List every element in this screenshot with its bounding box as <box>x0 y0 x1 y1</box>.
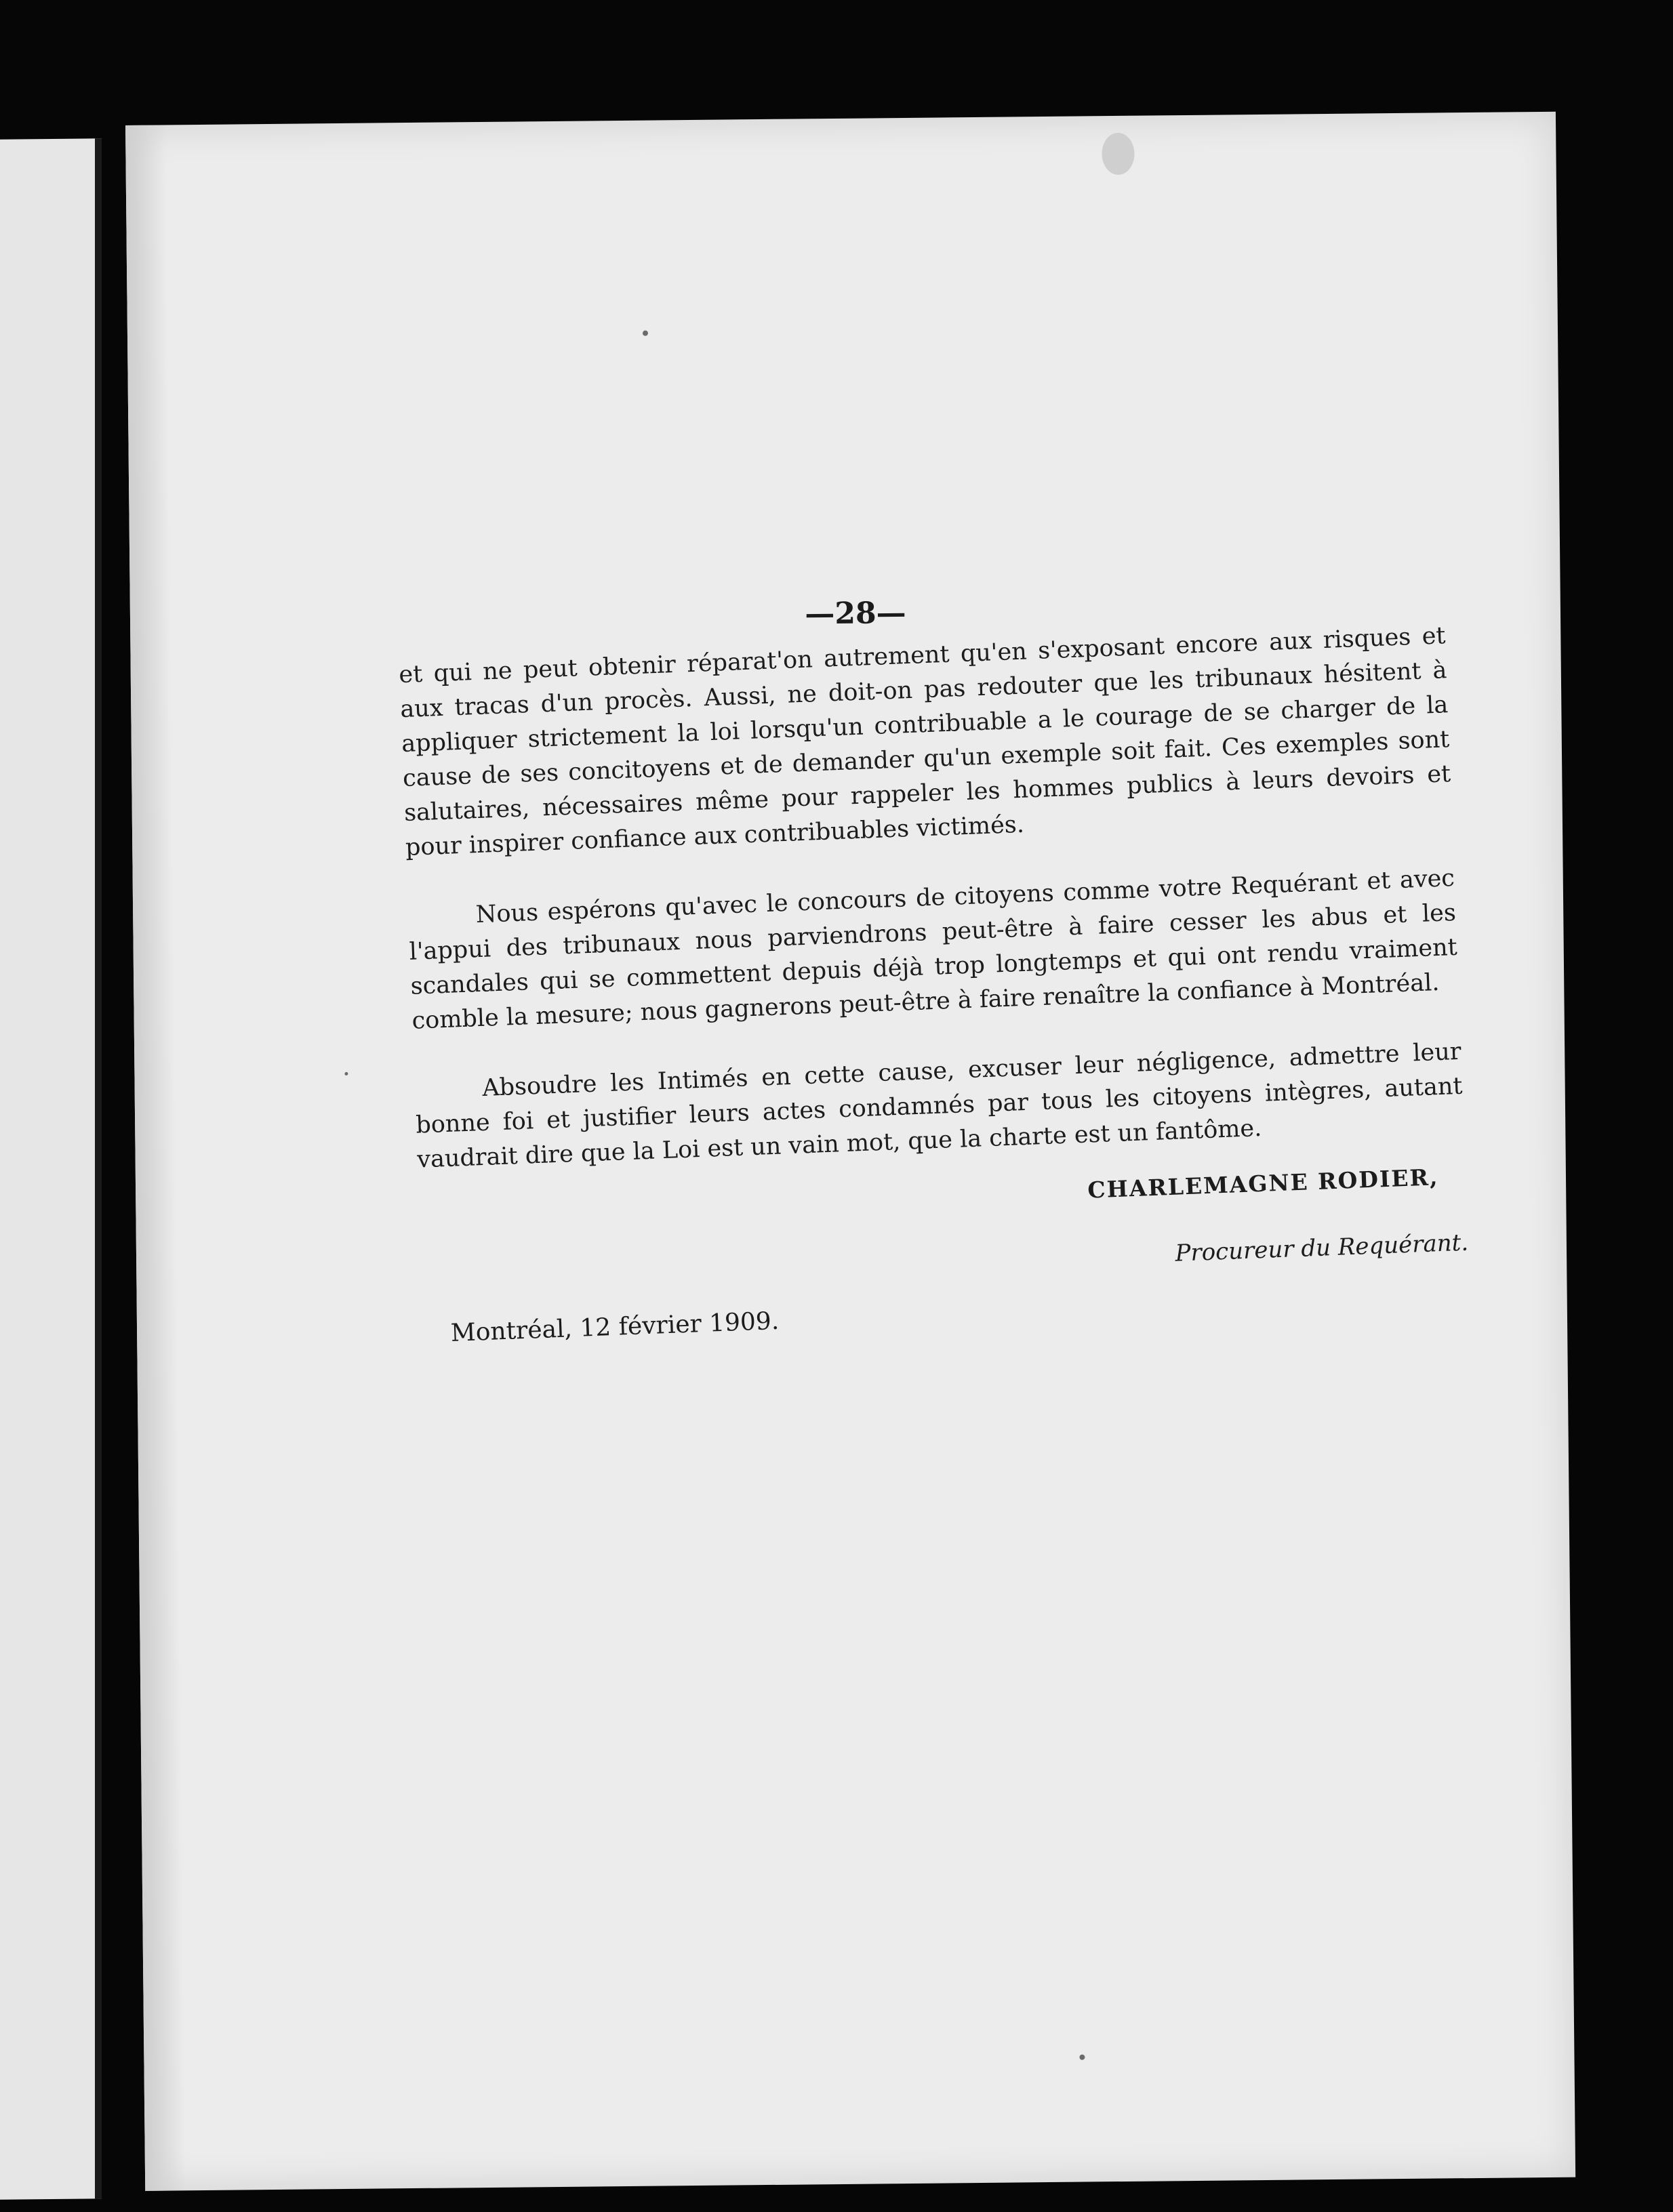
place-and-date: Montréal, 12 février 1909. <box>450 1307 780 1347</box>
signatory-name: CHARLEMAGNE RODIER, <box>1087 1164 1440 1204</box>
paragraph-continued: et qui ne peut obtenir réparat'on autrement qu'en s'exposant encore aux risques et aux tracas d'un procès. Aussi, ne doit-on pas redouter que les tribunaux hésitent à appliquer strictement la loi lorsqu'un contribuable a le courage de se charger de la cause de ses concitoyens et de demander qu'un exemple soit fait. Ces exemples sont salutaires, nécessaires même pour rappeler les hommes publics à leurs devoirs et pour inspirer confiance aux contribuables victimés. <box>398 622 1451 861</box>
paragraph: Nous espérons qu'avec le concours de citoyens comme votre Requérant et avec l'appui des tribunaux nous parviendrons peut-être à faire cesser les abus et les scandales qui se commettent depuis déjà trop longtemps et qui ont rendu vraiment comble la mesure; nous gagnerons peut-être à faire renaître la confiance à Montréal. <box>409 864 1458 1035</box>
facing-page-edge <box>0 138 102 2200</box>
gutter-shadow <box>125 125 186 2190</box>
document-page <box>125 112 1575 2191</box>
paper-blemish <box>1102 133 1135 175</box>
dust-speck <box>344 1072 348 1076</box>
signatory-title: Procureur du Requérant. <box>1174 1229 1469 1267</box>
body-text <box>399 619 1471 1351</box>
dust-speck <box>643 331 648 336</box>
paragraph: Absoudre les Intimés en cette cause, excuser leur négligence, admettre leur bonne foi et justifier leurs actes condamnés par tous les citoyens intègres, autant vaudrait dire que la Loi est un vain mot, que la charte est un fantôme. <box>415 1038 1464 1174</box>
page-number: —28— <box>805 595 906 632</box>
dust-speck <box>1079 2055 1085 2060</box>
